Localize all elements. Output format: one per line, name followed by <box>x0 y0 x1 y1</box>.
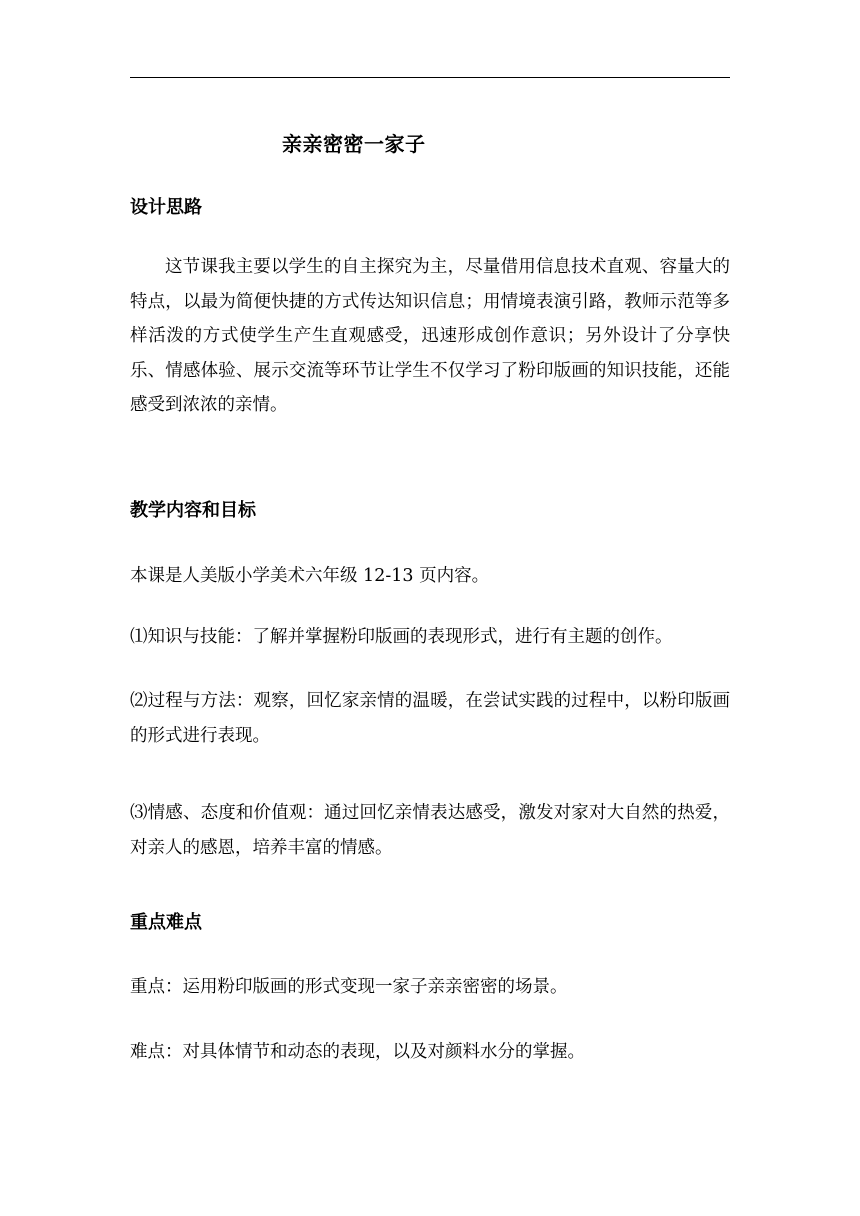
header-rule <box>130 77 730 78</box>
section-heading-content-goals: 教学内容和目标 <box>130 500 256 521</box>
section-heading-design-idea: 设计思路 <box>130 197 202 218</box>
content-intro-text: 本课是人美版小学美术六年级 12-13 页内容。 <box>130 566 490 586</box>
difficult-point-text: 难点：对具体情节和动态的表现，以及对颜料水分的掌握。 <box>130 1042 585 1062</box>
document-page <box>130 0 730 1216</box>
section-heading-key-difficult: 重点难点 <box>130 912 202 933</box>
key-point-text: 重点：运用粉印版画的形式变现一家子亲亲密密的场景。 <box>130 977 568 997</box>
goal-emotion-values: ⑶情感、态度和价值观：通过回忆亲情表达感受，激发对家对大自然的热爱，对亲人的感恩，培养丰富的情感。 <box>130 803 730 858</box>
goal-process-methods: ⑵过程与方法：观察，回忆家亲情的温暖，在尝试实践的过程中，以粉印版画的形式进行表现。 <box>130 691 730 746</box>
goal-knowledge-skills: ⑴知识与技能：了解并掌握粉印版画的表现形式，进行有主题的创作。 <box>130 627 673 647</box>
design-idea-paragraph: 这节课我主要以学生的自主探究为主，尽量借用信息技术直观、容量大的特点，以最为简便快捷的方式传达知识信息；用情境表演引路，教师示范等多样活泼的方式使学生产生直观感受，迅速形成创作意识；另外设计了分享快乐、情感体验、展示交流等环节让学生不仅学习了粉印版画的知识技能，还能感受到浓浓的亲情。 <box>130 257 730 415</box>
document-title: 亲亲密密一家子 <box>282 132 426 156</box>
